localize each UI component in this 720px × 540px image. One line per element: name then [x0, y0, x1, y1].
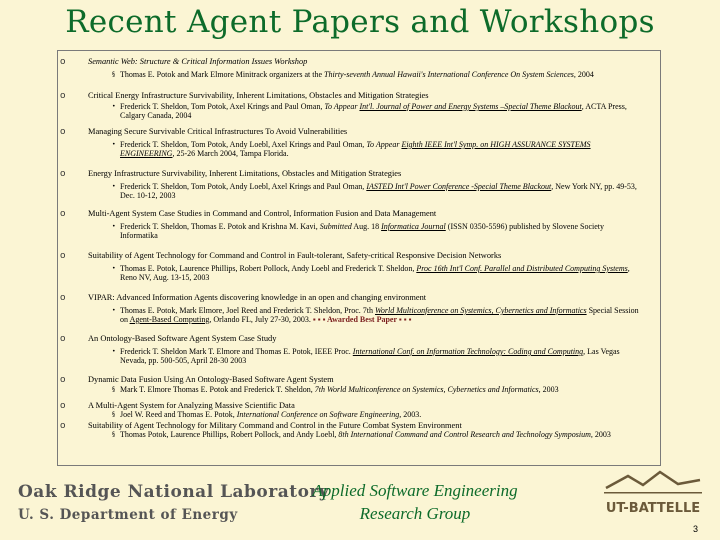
paper-citation: Joel W. Reed and Thomas E. Potok, International Conference on Software Engineering, 2003.	[120, 410, 422, 419]
paper-citation: Frederick T. Sheldon, Thomas E. Potok and Krishna M. Kavi, Submitted Aug. 18 Informatica Journal (ISSN 0350-5596) published by Slovene Society Informatika	[120, 222, 604, 240]
outline-bullet-icon: o	[60, 209, 66, 219]
sub-bullet-icon: •	[112, 265, 116, 272]
ut-battelle-logo	[598, 470, 708, 520]
sub-bullet-icon: §	[112, 71, 115, 78]
outline-bullet-icon: o	[60, 91, 66, 101]
outline-bullet-icon: o	[60, 375, 66, 385]
sub-bullet-icon: §	[112, 386, 115, 393]
paper-heading: Multi-Agent System Case Studies in Command and Control, Information Fusion and Data Management	[88, 209, 437, 218]
content-box	[57, 50, 661, 466]
paper-heading: Suitability of Agent Technology for Military Command and Control in the Future Combat System Environment	[88, 421, 462, 430]
paper-list	[58, 51, 660, 465]
outline-bullet-icon: o	[60, 251, 66, 261]
sub-bullet-icon: •	[112, 141, 116, 148]
group-name-line2: Research Group	[359, 504, 471, 523]
sub-bullet-icon: •	[112, 183, 116, 190]
paper-citation: Frederick T. Sheldon, Tom Potok, Axel Krings and Paul Oman, To Appear Int'l. Journal of Power and Energy Systems –Special Theme Blackout, ACTA Press, Calgary Canada, 2004	[120, 102, 627, 120]
paper-citation: Frederick T. Sheldon Mark T. Elmore and Thomas E. Potok, IEEE Proc. International Conf. on Information Technology: Coding and Computing, Las Vegas Nevada, pp. 500-505, April 28-30 2003	[120, 347, 620, 365]
sub-bullet-icon: §	[112, 431, 115, 438]
paper-heading: VIPAR: Advanced Information Agents discovering knowledge in an open and changing environment	[88, 293, 427, 302]
paper-heading: Critical Energy Infrastructure Survivability, Inherent Limitations, Obstacles and Mitigation Strategies	[88, 91, 429, 100]
sub-bullet-icon: •	[112, 103, 116, 110]
logo-text: UT-BATTELLE	[605, 501, 701, 516]
outline-bullet-icon: o	[60, 401, 66, 411]
paper-heading: Energy Infrastructure Survivability, Inherent Limitations, Obstacles and Mitigation Strategies	[88, 169, 402, 178]
sub-bullet-icon: •	[112, 307, 116, 314]
paper-citation: Frederick T. Sheldon, Tom Potok, Andy Loebl, Axel Krings and Paul Oman, IASTED Int'l Power Conference -Special Theme Blackout, New York NY, pp. 49-53, Dec. 10-12, 2003	[120, 182, 637, 200]
outline-bullet-icon: o	[60, 169, 66, 179]
paper-heading: Suitability of Agent Technology for Command and Control in Fault-tolerant, Safety-critical Responsive Decision Networks	[88, 251, 502, 260]
paper-citation: Thomas E. Potok, Mark Elmore, Joel Reed and Frederick T. Sheldon, Proc. 7th World Multiconference on Systemics, Cybernetics and Informatics Special Session on Agent-Based Computing, Orlando FL, July 27-30, 2003. ▪ ▪ ▪ Awarded Best Paper ▪ ▪ ▪	[120, 306, 639, 324]
footer-left	[18, 482, 330, 523]
paper-heading: Managing Secure Survivable Critical Infrastructures To Avoid Vulnerabilities	[88, 127, 348, 136]
paper-heading: Semantic Web: Structure & Critical Information Issues Workshop	[88, 57, 308, 66]
sub-bullet-icon: •	[112, 223, 116, 230]
group-name-line1: Applied Software Engineering	[312, 481, 518, 500]
outline-bullet-icon: o	[60, 293, 66, 303]
paper-citation: Thomas E. Potok, Laurence Phillips, Robert Pollock, Andy Loebl and Frederick T. Sheldon, Proc 16th Int'l Conf. Parallel and Distributed Computing Systems, Reno NV, Aug. 13-15, 2003	[120, 264, 630, 282]
paper-heading: A Multi-Agent System for Analyzing Massive Scientific Data	[88, 401, 295, 410]
paper-heading: Dynamic Data Fusion Using An Ontology-Based Software Agent System	[88, 375, 334, 384]
doe-label: U. S. Department of Energy	[18, 507, 238, 523]
paper-citation: Mark T. Elmore Thomas E. Potok and Frederick T. Sheldon, 7th World Multiconference on Systemics, Cybernetics and Informatics, 2003	[120, 385, 559, 394]
page-title: Recent Agent Papers and Workshops	[65, 4, 655, 40]
paper-citation: Thomas E. Potok and Mark Elmore Minitrack organizers at the Thirty-seventh Annual Hawaii's International Conference On System Sciences, 2004	[120, 70, 594, 79]
sub-bullet-icon: •	[112, 348, 116, 355]
paper-citation: Frederick T. Sheldon, Tom Potok, Andy Loebl, Axel Krings and Paul Oman, To Appear Eighth IEEE Int'l Symp. on HIGH ASSURANCE SYSTEMS ENGINEERING, 25-26 March 2004, Tampa Florida.	[120, 140, 591, 158]
outline-bullet-icon: o	[60, 421, 66, 431]
outline-bullet-icon: o	[60, 127, 66, 137]
paper-citation: Thomas Potok, Laurence Phillips, Robert Pollock, and Andy Loebl, 8th International Command and Control Research and Technology Symposium, 2003	[120, 430, 611, 439]
outline-bullet-icon: o	[60, 57, 66, 67]
outline-bullet-icon: o	[60, 334, 66, 344]
ornl-label: Oak Ridge National Laboratory	[18, 482, 330, 502]
paper-heading: An Ontology-Based Software Agent System Case Study	[88, 334, 277, 343]
footer-center	[290, 479, 540, 525]
sub-bullet-icon: §	[112, 411, 115, 418]
page-number: 3	[692, 524, 698, 534]
